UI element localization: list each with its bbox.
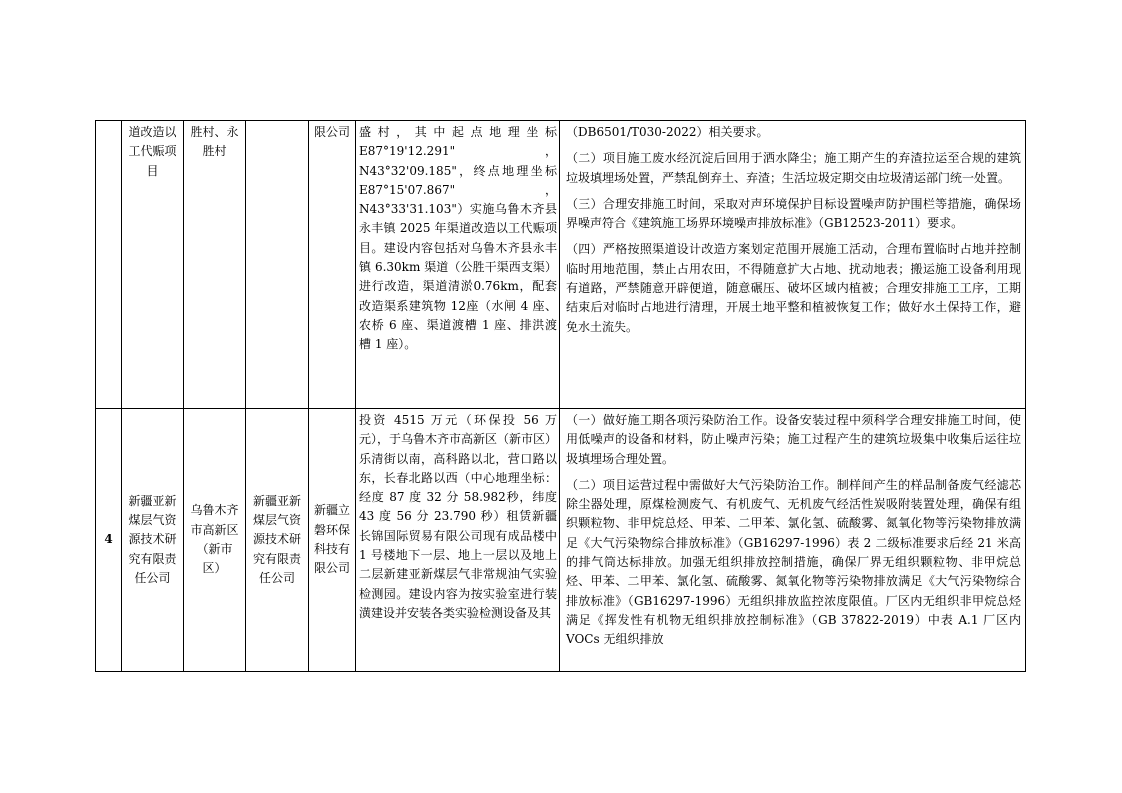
location-cell: 胜村、永胜村 — [184, 121, 246, 409]
measures-cell — [560, 409, 1026, 672]
builder-cell — [246, 121, 309, 409]
measure-paragraph: （三）合理安排施工时间，采取对声环境保护目标设置噪声防护围栏等措施，确保场界噪声符合《建筑施工场界环境噪声排放标准》（GB12523-2011）要求。 — [566, 196, 1021, 231]
measure-paragraph: （一）做好施工期各项污染防治工作。设备安装过程中须科学合理安排施工时间，使用低噪声的设备和材料，防止噪声污染；施工过程产生的建筑垃圾集中收集后运往垃圾填埋场合理处置。 — [566, 413, 1021, 466]
measure-paragraph: （二）项目施工废水经沉淀后回用于洒水降尘；施工期产生的弃渣拉运至合规的建筑垃圾填埋场处置，严禁乱倒弃土、弃渣；生活垃圾定期交由垃圾清运部门统一处置。 — [566, 151, 1021, 185]
eia-unit-cell: 新疆立磐环保科技有限公司 — [309, 409, 356, 672]
project-content-cell: 投资 4515 万元（环保投 56 万元），于乌鲁木齐市高新区（新市区）乐清街以南，高科路以北，营口路以东，长春北路以西（中心地理坐标：经度 87 度 32 分 58.982秒，纬度 43 度 56 分 23.790 秒）租赁新疆长锦国际贸易有限公司现有成品楼中 1 号楼地下一层、地上一层以及地上二层新建亚新煤层气非常规油气实验检测园。建设内容为按实验室进行装潢建设并安装各类实验检测设备及其 — [356, 409, 560, 672]
measures-cell — [560, 121, 1026, 409]
location-cell: 乌鲁木齐市高新区（新市区） — [184, 409, 246, 672]
project-content-cell: 盛村，其中起点地理坐标E87°19'12.291"，N43°32'09.185"，终点地理坐标 E87°15'07.867"，N43°33'31.103"）实施乌鲁木齐县永丰镇 2025 年渠道改造以工代赈项目。建设内容包括对乌鲁木齐县永丰镇 6.30km 渠道（公胜干渠西支渠）进行改造，渠道清淤0.76km，配套改造渠系建筑物 12座（水闸 4 座、农桥 6 座、渠道渡槽 1 座、排洪渡槽 1 座）。 — [356, 121, 560, 409]
document-table — [95, 120, 1026, 672]
builder-cell: 新疆亚新煤层气资源技术研究有限责任公司 — [246, 409, 309, 672]
eia-unit-cell: 限公司 — [309, 121, 356, 409]
table-row — [96, 409, 1026, 672]
measure-paragraph: （四）严格按照渠道设计改造方案划定范围开展施工活动，合理布置临时占地并控制临时用地范围，禁止占用农田，不得随意扩大占地、扰动地表；搬运施工设备利用现有道路，严禁随意开辟便道，随意碾压、破坏区域内植被；合理安排施工工序，工期结束后对临时占地进行清理，开展土地平整和植被恢复工作；做好水土保持工作，避免水土流失。 — [566, 242, 1021, 334]
project-name-cell: 道改造以工代赈项目 — [122, 121, 184, 409]
row-number: 4 — [96, 409, 122, 672]
measure-paragraph: （二）项目运营过程中需做好大气污染防治工作。制样间产生的样品制备废气经滤芯除尘器处理，原煤检测废气、有机废气、无机废气经活性炭吸附装置处理，确保有组织颗粒物、非甲烷总烃、甲苯、二甲苯、氯化氢、硫酸雾、氮氧化物等污染物排放满足《大气污染物综合排放标准》（GB16297-1996）表 2 二级标准要求后经 21 米高的排气筒达标排放。加强无组织排放控制措施，确保厂界无组织颗粒物、非甲烷总烃、甲苯、二甲苯、氯化氢、硫酸雾、氮氧化物等污染物排放满足《大气污染物综合排放标准》（GB16297-1996）无组织排放监控浓度限值。厂区内无组织非甲烷总烃满足《挥发性有机物无组织排放控制标准》（GB 37822-2019）中表 A.1 厂区内 VOCs 无组织排放 — [566, 477, 1021, 647]
measure-paragraph: （DB6501/T030-2022）相关要求。 — [566, 125, 769, 139]
project-name-cell: 新疆亚新煤层气资源技术研究有限责任公司 — [122, 409, 184, 672]
table-row — [96, 121, 1026, 409]
row-number — [96, 121, 122, 409]
